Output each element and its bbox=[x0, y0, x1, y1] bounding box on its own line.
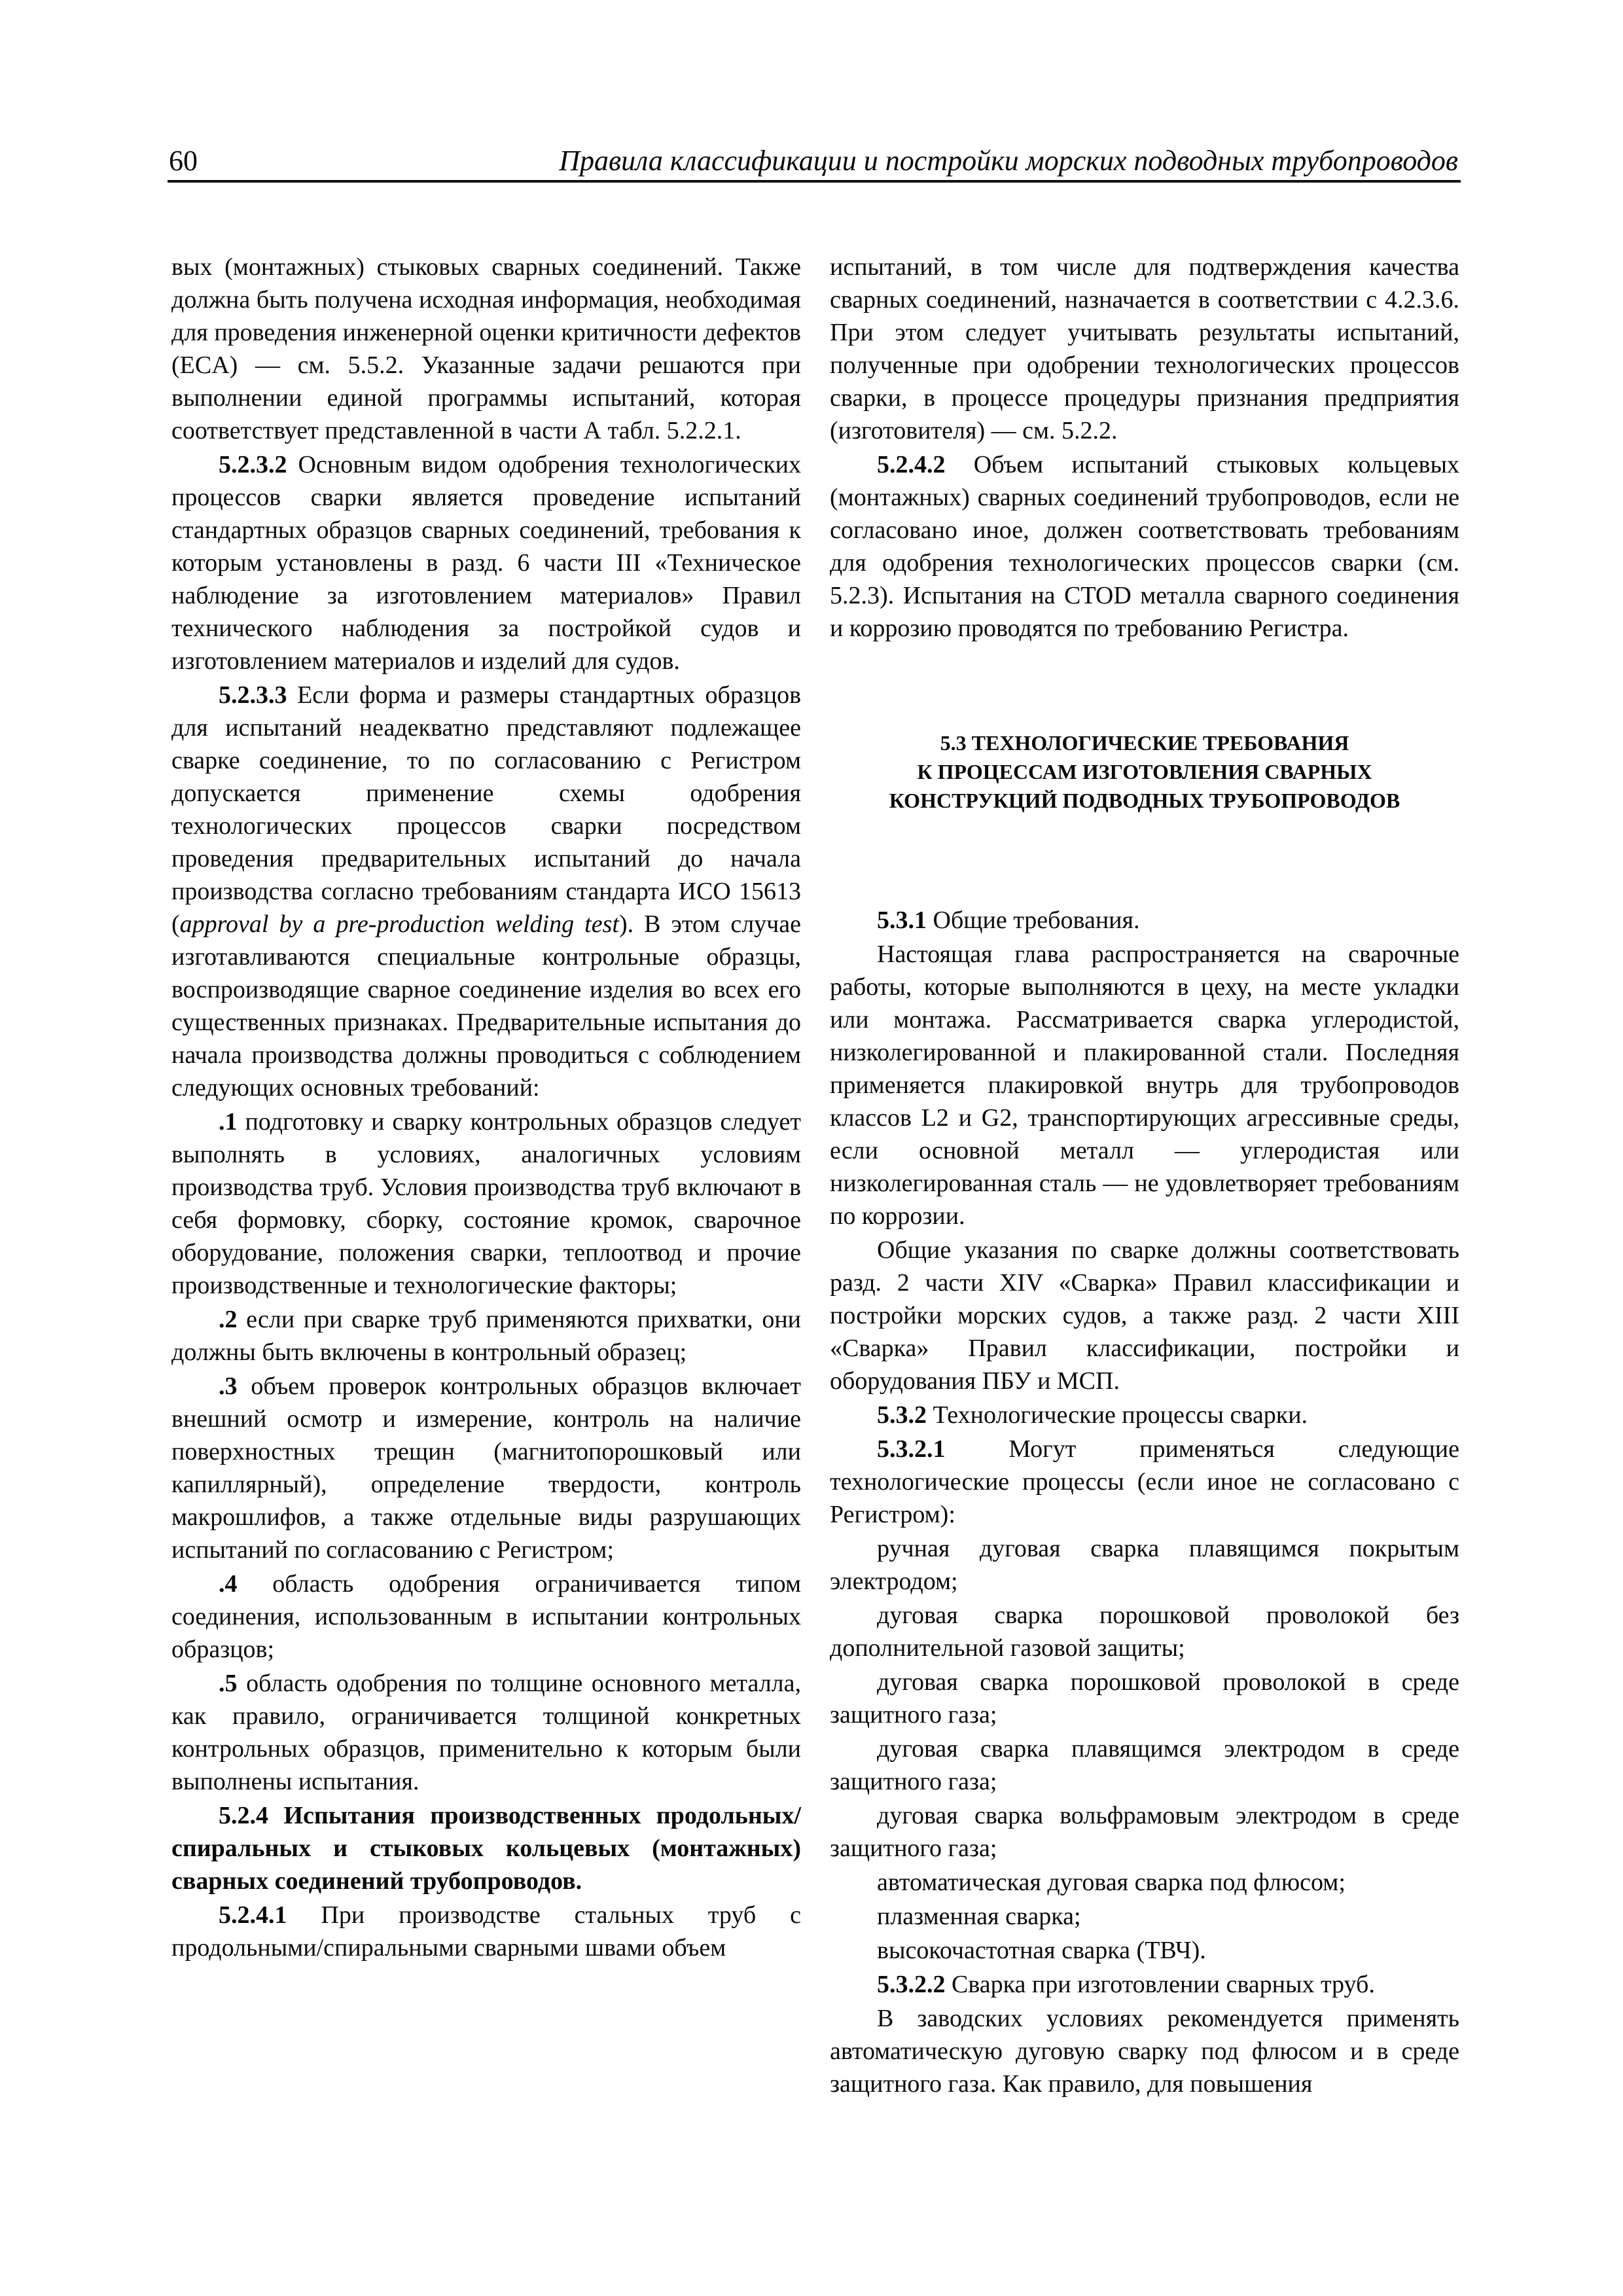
item-number: .1 bbox=[219, 1108, 238, 1136]
item-number: .2 bbox=[219, 1306, 238, 1333]
clause-number: 5.3.2.1 bbox=[877, 1435, 946, 1463]
list-item: .1 подготовку и сварку контрольных образцов следует выполнять в условиях, аналогичных условиям производства труб. Условия производства труб включают в себя формовку, сборку, состояние кромок, сварочное оборудование, положения сварки, теплоотвод и прочие производственные и технологические факторы; bbox=[171, 1108, 801, 1299]
list-item: высокочастотная сварка (ТВЧ). bbox=[877, 1937, 1206, 1964]
list-item: плазменная сварка; bbox=[877, 1903, 1081, 1930]
paragraph: 5.2.3.2 Основным видом одобрения технологических процессов сварки является проведение испытаний стандартных образцов сварных соединений, требования к которым установлены в разд. 6 части III «Техническое наблюдение за изготовлением материалов» Правил технического наблюдения за постройкой судов и изготовлением материалов и изделий для судов. bbox=[171, 451, 801, 675]
paragraph: 5.3.2.1 Могут применяться следующие технологические процессы (если иное не согласовано с Регистром): bbox=[830, 1435, 1459, 1528]
page-number: 60 bbox=[169, 145, 198, 177]
list-item: .2 если при сварке труб применяются прихватки, они должны быть включены в контрольный образец; bbox=[171, 1306, 802, 1366]
list-item: автоматическая дуговая сварка под флюсом; bbox=[877, 1869, 1346, 1896]
list-item: дуговая сварка плавящимся электродом в среде защитного газа; bbox=[830, 1735, 1459, 1795]
section-heading-line: К ПРОЦЕССАМ ИЗГОТОВЛЕНИЯ СВАРНЫХ bbox=[917, 760, 1372, 783]
clause-number: 5.2.3.3 bbox=[219, 681, 287, 709]
paragraph: Общие указания по сварке должны соответствовать разд. 2 части XIV «Сварка» Правил классификации и постройки морских судов, а также разд. 2 части XIII «Сварка» Правил классификации, постройки и оборудования ПБУ и МСП. bbox=[830, 1236, 1459, 1395]
clause-number: 5.3.2.2 bbox=[877, 1971, 946, 1998]
clause-number: 5.2.4.2 bbox=[877, 451, 946, 478]
clause-number: 5.2.4 bbox=[219, 1802, 268, 1829]
italic-term: approval by a pre-production welding test bbox=[179, 910, 619, 938]
list-item: дуговая сварка вольфрамовым электродом в среде защитного газа; bbox=[830, 1802, 1459, 1862]
paragraph: вых (монтажных) стыковых сварных соединений. Также должна быть получена исходная информация, необходимая для проведения инженерной оценки критичности дефектов (ECA) — см. 5.5.2. Указанные задачи решаются при выполнении единой программы испытаний, которая соответствует представленной в части А табл. 5.2.2.1. bbox=[171, 253, 801, 444]
list-item: дуговая сварка порошковой проволокой в среде защитного газа; bbox=[830, 1668, 1459, 1729]
list-item: .3 объем проверок контрольных образцов включает внешний осмотр и измерение, контроль на наличие поверхностных трещин (магнитопорошковый или капиллярный), определение твердости, контроль макрошлифов, а также отдельные виды разрушающих испытаний по согласованию с Регистром; bbox=[171, 1372, 802, 1564]
running-title: Правила классификации и постройки морских подводных трубопроводов bbox=[559, 145, 1458, 177]
list-item: .4 область одобрения ограничивается типом соединения, использованным в испытании контрольных образцов; bbox=[171, 1570, 801, 1663]
clause-number: 5.2.4.1 bbox=[219, 1901, 287, 1929]
clause-number: 5.3.1 bbox=[877, 906, 927, 934]
item-number: .5 bbox=[219, 1670, 238, 1697]
list-item: дуговая сварка порошковой проволокой без дополнительной газовой защиты; bbox=[830, 1602, 1459, 1662]
paragraph: 5.2.4.1 При производстве стальных труб с продольными/спиральными сварными швами объем bbox=[171, 1901, 802, 1962]
clause-number: 5.3.2 bbox=[877, 1401, 927, 1429]
subsection-heading: 5.3.1 Общие требования. bbox=[877, 906, 1140, 934]
list-item: .5 область одобрения по толщине основного металла, как правило, ограничивается толщиной конкретных контрольных образцов, применительно к которым были выполнены испытания. bbox=[171, 1670, 801, 1795]
left-column bbox=[171, 251, 801, 1965]
spacer bbox=[830, 815, 1459, 904]
paragraph: 5.2.4.2 Объем испытаний стыковых кольцевых (монтажных) сварных соединений трубопроводов, если не согласовано иное, должен соответствовать требованиям для одобрения технологических процессов сварки (см. 5.2.3). Испытания на CTOD металла сварного соединения и коррозию проводятся по требованию Регистра. bbox=[830, 451, 1460, 642]
section-heading-line: КОНСТРУКЦИЙ ПОДВОДНЫХ ТРУБОПРОВОДОВ bbox=[889, 789, 1400, 812]
subsection-heading: 5.3.2 Технологические процессы сварки. bbox=[877, 1401, 1308, 1429]
section-heading-line: 5.3 ТЕХНОЛОГИЧЕСКИЕ ТРЕБОВАНИЯ bbox=[940, 731, 1349, 755]
header-divider bbox=[168, 180, 1461, 183]
paragraph: испытаний, в том числе для подтверждения качества сварных соединений, назначается в соответствии с 4.2.3.6. При этом следует учитывать результаты испытаний, полученные при одобрении технологических процессов сварки, в процессе процедуры признания предприятия (изготовителя) — см. 5.2.2. bbox=[830, 253, 1459, 444]
list-item: ручная дуговая сварка плавящимся покрытым электродом; bbox=[830, 1535, 1459, 1595]
item-number: .4 bbox=[219, 1570, 238, 1598]
item-number: .3 bbox=[219, 1372, 238, 1400]
paragraph: В заводских условиях рекомендуется применять автоматическую дуговую сварку под флюсом и в среде защитного газа. Как правило, для повышения bbox=[830, 2005, 1459, 2098]
clause-number: 5.2.3.2 bbox=[219, 451, 287, 478]
paragraph: 5.3.2.2 Сварка при изготовлении сварных труб. bbox=[877, 1971, 1375, 1998]
right-column bbox=[830, 251, 1459, 2102]
subsection-heading: 5.2.4 Испытания производственных продольных/спиральных и стыковых кольцевых (монтажных) сварных соединений трубопроводов. bbox=[171, 1802, 802, 1895]
section-heading bbox=[830, 728, 1459, 815]
paragraph: 5.2.3.3 Если форма и размеры стандартных образцов для испытаний неадекватно представляют подлежащее сварке соединение, то по согласованию с Регистром допускается применение схемы одобрения технологических процессов сварки посредством проведения предварительных испытаний до начала производства согласно требованиям стандарта ИСО 15613 (approval by a pre-production welding test). В этом случае изготавливаются специальные контрольные образцы, воспроизводящие сварное соединение изделия во всех его существенных признаках. Предварительные испытания до начала производства должны проводиться с соблюдением следующих основных требований: bbox=[171, 681, 802, 1102]
paragraph: Настоящая глава распространяется на сварочные работы, которые выполняются в цеху, на месте укладки или монтажа. Рассматривается сварка углеродистой, низколегированной и плакированной стали. Последняя применяется плакировкой внутрь для трубопроводов классов L2 и G2, транспортирующих агрессивные среды, если основной металл — углеродистая или низколегированная сталь — не удовлетворяет требованиям по коррозии. bbox=[830, 941, 1459, 1230]
